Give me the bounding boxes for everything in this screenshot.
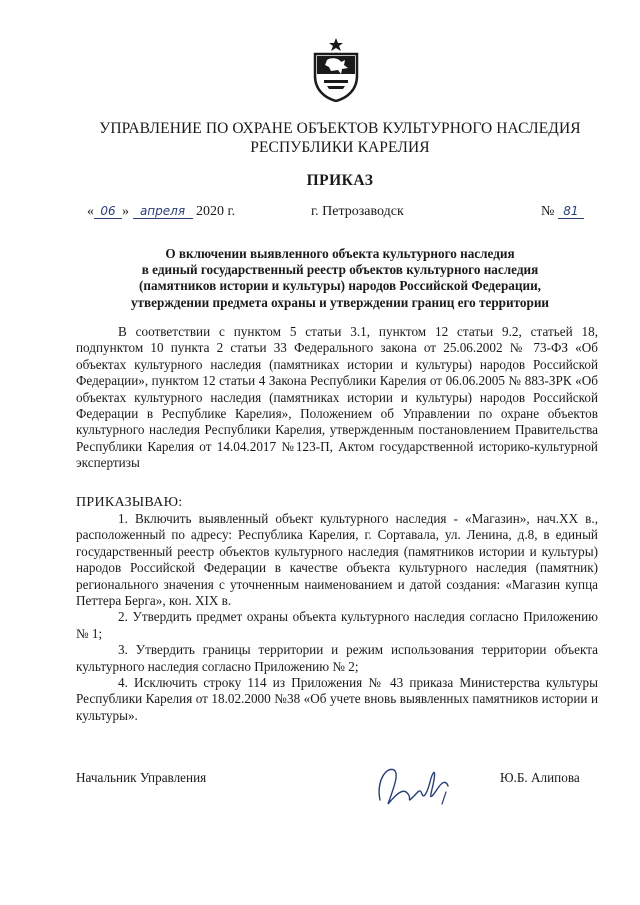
date-close-quote: » <box>122 204 129 219</box>
order-number <box>541 204 584 220</box>
order-word: ПРИКАЗЫВАЮ: <box>76 495 183 510</box>
heading-line: (памятников истории и культуры) народов Российской Федерации, <box>139 278 541 294</box>
preamble-text: В соответствии с пунктом 5 статьи 3.1, пунктом 12 статьи 9.2, статьей 18, подпунктом 10 пункта 2 статьи 33 Федерального закона от 25.06.2002 № 73-ФЗ «Об объектах культурного наследия (памятниках истории и культуры) народов Российской Федерации», пунктом 12 статьи 4 Закона Республики Карелия от 06.06.2005 № 883-ЗРК «Об объектах культурного наследия (памятниках истории и культуры) народов Российской Федерации в Республике Карелия», Положением об Управлении по охране объектов культурного наследия Республики Карелия, утвержденным постановлением Правительства Республики Карелия от 14.04.2017 №123-П, Актом государственной историко-культурной экспертизы <box>76 324 598 471</box>
date-year: 2020 г. <box>196 204 236 219</box>
organization-name <box>60 119 620 157</box>
preamble <box>76 324 598 472</box>
order-item-1: 1. Включить выявленный объект культурного наследия - «Магазин», нач.XX в., расположенный по адресу: Республика Карелия, г. Сортавала, ул. Ленина, д.8, в единый государственный реестр объектов культурного наследия (памятников истории и культуры) народов Российской Федерации в качестве объекта культурного наследия (памятник) регионального значения с уточненным наименованием и датой создания: «Магазин купца Петтера Берга», кон. XIX в. <box>76 511 598 609</box>
order-items <box>76 511 598 724</box>
number-prefix: № <box>541 204 555 219</box>
document-type: ПРИКАЗ <box>306 172 374 189</box>
handwritten-signature <box>368 752 468 816</box>
heading-line: в единый государственный реестр объектов культурного наследия <box>141 262 539 278</box>
order-item-2: 2. Утвердить предмет охраны объекта культурного наследия согласно Приложению № 1; <box>76 609 598 641</box>
coat-of-arms-icon <box>311 38 361 102</box>
date-day: 06 <box>94 204 122 219</box>
heading-line: О включении выявленного объекта культурного наследия <box>165 246 515 261</box>
order-heading <box>100 246 580 311</box>
signatory-position: Начальник Управления <box>76 770 207 785</box>
order-item-3: 3. Утвердить границы территории и режим использования территории объекта культурного наследия согласно Приложению № 2; <box>76 642 598 674</box>
city: г. Петрозаводск <box>311 204 404 219</box>
organization-line-2: РЕСПУБЛИКИ КАРЕЛИЯ <box>250 139 430 156</box>
date-open-quote: « <box>87 204 94 219</box>
number-value: 81 <box>558 204 584 219</box>
order-item-4: 4. Исключить строку 114 из Приложения № 43 приказа Министерства культуры Республики Карелия от 18.02.2000 №38 «Об учете вновь выявленных памятников истории и культуры». <box>76 675 598 723</box>
heading-line: утверждении предмета охраны и утверждении границ его территории <box>130 294 550 310</box>
organization-line-1: УПРАВЛЕНИЕ ПО ОХРАНЕ ОБЪЕКТОВ КУЛЬТУРНОГО НАСЛЕДИЯ <box>99 120 581 137</box>
signatory-name: Ю.Б. Алипова <box>500 770 580 785</box>
order-date <box>87 204 235 220</box>
date-month: апреля <box>133 204 193 219</box>
